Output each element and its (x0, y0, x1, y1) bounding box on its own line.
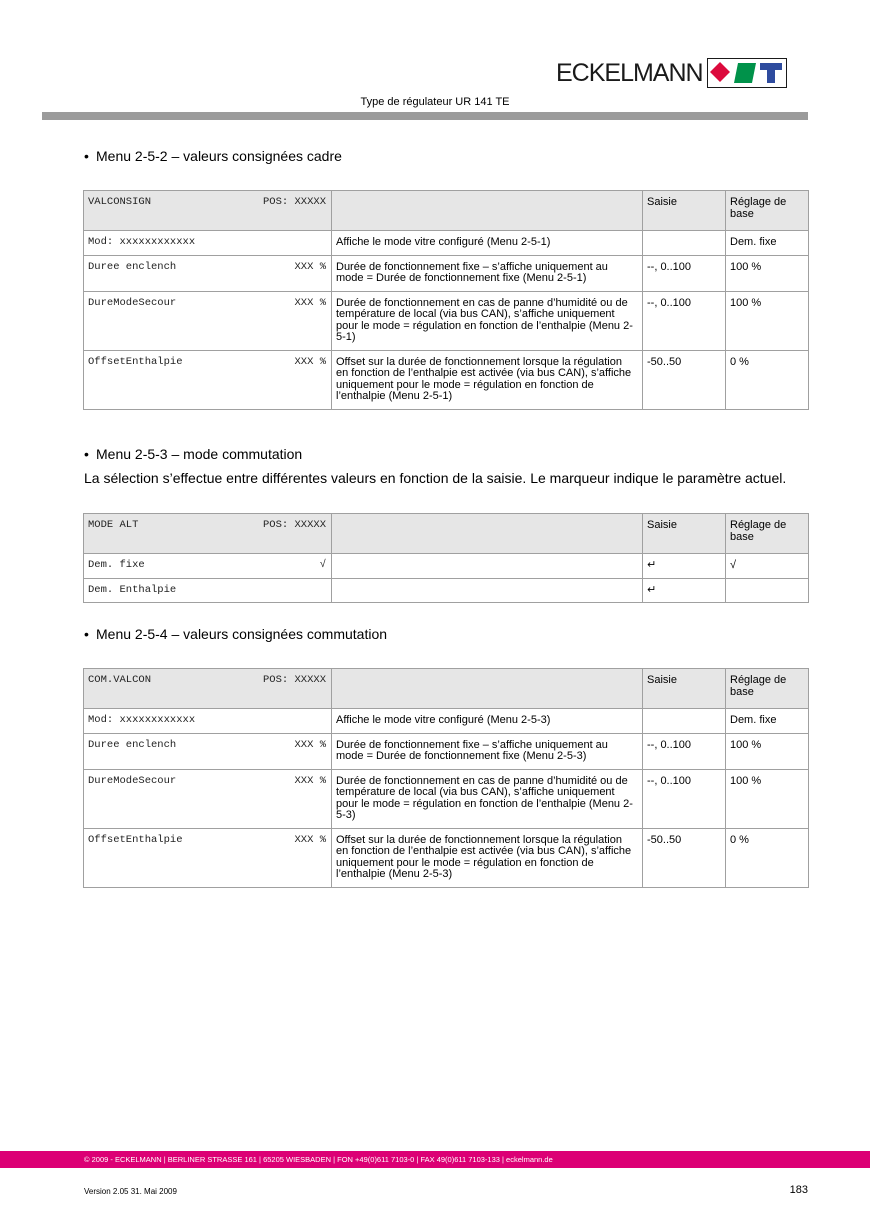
saisie-cell (643, 231, 726, 256)
description-cell: Offset sur la durée de fonctionnement lorsque la régulation en fonction de l’enthalpie est activée (via bus CAN), s’affiche uniquement pour le mode = régulation en fonction de l’enthalpie (Menu 2-5-1) (332, 350, 643, 409)
base-cell (726, 578, 809, 603)
base-header: Réglage de base (726, 191, 809, 231)
section-intro-text: La sélection s’effectue entre différentes valeurs en fonction de la saisie. Le marqueur indique le paramètre actuel. (84, 470, 787, 486)
saisie-header: Saisie (643, 669, 726, 709)
base-cell: Dem. fixe (726, 231, 809, 256)
bullet-icon: • (84, 446, 89, 462)
base-cell: 100 % (726, 769, 809, 828)
bullet-icon: • (84, 148, 89, 164)
checkmark-icon: √ (319, 559, 326, 571)
table-row (84, 769, 809, 828)
saisie-cell: --, 0..100 (643, 769, 726, 828)
display-cell: Dem. fixe √ (84, 554, 332, 579)
table-header-row (84, 191, 809, 231)
base-cell: 0 % (726, 828, 809, 887)
table-row (84, 554, 809, 579)
brand-header (556, 58, 787, 88)
description-cell (332, 191, 643, 231)
base-header: Réglage de base (726, 669, 809, 709)
description-cell: Durée de fonctionnement en cas de panne d’humidité ou de température de local (via bus CAN), s’affiche uniquement pour le mode = régulation en fonction de l’enthalpie (Menu 2-5-1) (332, 291, 643, 350)
table-header-row (84, 669, 809, 709)
version-info: Version 2.05 31. Mai 2009 (84, 1187, 177, 1196)
saisie-header: Saisie (643, 514, 726, 554)
table-row (84, 709, 809, 734)
section-title-menu-2-5-3: • Menu 2-5-3 – mode commutation (84, 446, 303, 462)
description-cell (332, 514, 643, 554)
description-cell: Durée de fonctionnement fixe – s’affiche uniquement au mode = Durée de fonctionnement fixe (Menu 2-5-3) (332, 733, 643, 769)
display-cell: OffsetEnthalpie XXX % (84, 828, 332, 887)
table-row (84, 828, 809, 887)
table-menu-2-5-4 (83, 668, 809, 888)
display-cell: Mod: xxxxxxxxxxxx (84, 709, 332, 734)
description-cell (332, 669, 643, 709)
display-cell: Duree enclench XXX % (84, 733, 332, 769)
table-row (84, 255, 809, 291)
table-row (84, 231, 809, 256)
description-cell: Affiche le mode vitre configuré (Menu 2-5-1) (332, 231, 643, 256)
page-number: 183 (789, 1184, 808, 1196)
saisie-cell: --, 0..100 (643, 733, 726, 769)
saisie-cell: --, 0..100 (643, 291, 726, 350)
saisie-cell: -50..50 (643, 828, 726, 887)
display-cell: MODE ALT POS: XXXXX (84, 514, 332, 554)
eckelmann-logo (707, 58, 787, 88)
display-cell: OffsetEnthalpie XXX % (84, 350, 332, 409)
enter-key-icon: ↵ (643, 578, 726, 603)
footer-contact-bar: © 2009 - ECKELMANN | BERLINER STRASSE 161 | 65205 WIESBADEN | FON +49(0)611 7103-0 | FAX 49(0)611 7103-133 | eckelmann.de (0, 1151, 870, 1168)
base-cell: Dem. fixe (726, 709, 809, 734)
display-cell: DureModeSecour XXX % (84, 769, 332, 828)
display-cell: COM.VALCON POS: XXXXX (84, 669, 332, 709)
base-header: Réglage de base (726, 514, 809, 554)
saisie-header: Saisie (643, 191, 726, 231)
description-cell (332, 554, 643, 579)
section-title-menu-2-5-4: • Menu 2-5-4 – valeurs consignées commutation (84, 626, 388, 642)
saisie-cell (643, 709, 726, 734)
display-cell: Mod: xxxxxxxxxxxx (84, 231, 332, 256)
section-title-menu-2-5-2: • Menu 2-5-2 – valeurs consignées cadre (84, 148, 342, 164)
description-cell (332, 578, 643, 603)
table-menu-2-5-3 (83, 513, 809, 603)
header-divider (42, 112, 808, 120)
base-cell: 100 % (726, 733, 809, 769)
display-cell: Duree enclench XXX % (84, 255, 332, 291)
table-header-row (84, 514, 809, 554)
enter-key-icon: ↵ (643, 554, 726, 579)
description-cell: Durée de fonctionnement en cas de panne d’humidité ou de température de local (via bus CAN), s’affiche uniquement pour le mode = régulation en fonction de l’enthalpie (Menu 2-5-3) (332, 769, 643, 828)
table-menu-2-5-2 (83, 190, 809, 410)
base-cell: 0 % (726, 350, 809, 409)
description-cell: Durée de fonctionnement fixe – s’affiche uniquement au mode = Durée de fonctionnement fixe (Menu 2-5-1) (332, 255, 643, 291)
table-row (84, 291, 809, 350)
document-subtitle: Type de régulateur UR 141 TE (360, 96, 510, 108)
brand-name: ECKELMANN (556, 59, 703, 87)
description-cell: Offset sur la durée de fonctionnement lorsque la régulation en fonction de l’enthalpie est activée (via bus CAN), s’affiche uniquement pour le mode = régulation en fonction de l’enthalpie (Menu 2-5-3) (332, 828, 643, 887)
display-cell: Dem. Enthalpie (84, 578, 332, 603)
checkmark-icon: √ (726, 554, 809, 579)
saisie-cell: -50..50 (643, 350, 726, 409)
table-row (84, 733, 809, 769)
description-cell: Affiche le mode vitre configuré (Menu 2-5-3) (332, 709, 643, 734)
table-row (84, 578, 809, 603)
display-cell: VALCONSIGN POS: XXXXX (84, 191, 332, 231)
bullet-icon: • (84, 626, 89, 642)
display-cell: DureModeSecour XXX % (84, 291, 332, 350)
saisie-cell: --, 0..100 (643, 255, 726, 291)
base-cell: 100 % (726, 291, 809, 350)
table-row (84, 350, 809, 409)
base-cell: 100 % (726, 255, 809, 291)
